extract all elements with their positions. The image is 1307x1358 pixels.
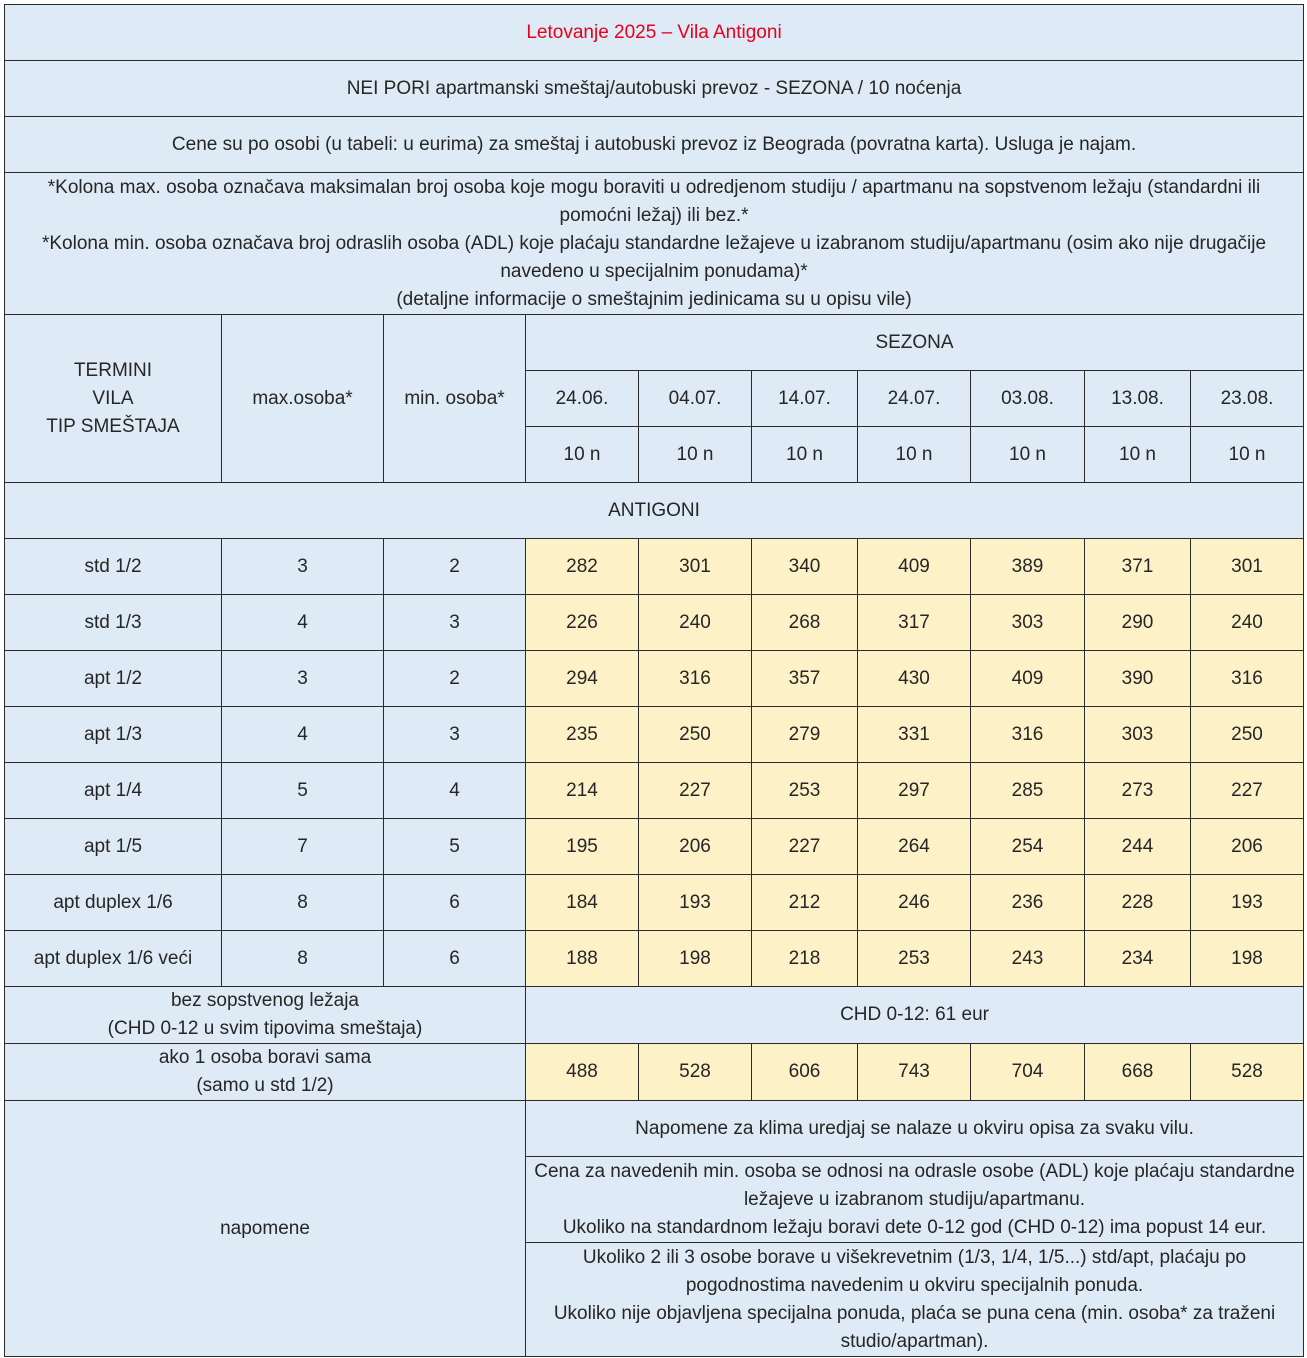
max-persons: 4: [222, 595, 384, 651]
price-cell: 226: [526, 595, 639, 651]
room-type: std 1/3: [5, 595, 222, 651]
note-details: (detaljne informacije o smeštajnim jedinicama su u opisu vile): [396, 288, 912, 310]
notes-cell: [5, 173, 1304, 315]
nights-header: 10 n: [1085, 427, 1191, 483]
price-cell: 206: [639, 819, 752, 875]
price-cell: 206: [1191, 819, 1304, 875]
max-persons: 5: [222, 763, 384, 819]
room-type: apt 1/5: [5, 819, 222, 875]
single-price-cell: 488: [526, 1044, 639, 1101]
nights-header: 10 n: [639, 427, 752, 483]
single-price-cell: 743: [858, 1044, 971, 1101]
price-cell: 250: [1191, 707, 1304, 763]
price-cell: 357: [752, 651, 858, 707]
price-cell: 240: [1191, 595, 1304, 651]
table-row: [5, 707, 1304, 763]
single-price-cell: 704: [971, 1044, 1085, 1101]
price-cell: 246: [858, 875, 971, 931]
max-persons: 7: [222, 819, 384, 875]
nights-header: 10 n: [1191, 427, 1304, 483]
min-persons: 4: [384, 763, 526, 819]
table-row: [5, 539, 1304, 595]
single-price-cell: 528: [639, 1044, 752, 1101]
price-cell: 316: [971, 707, 1085, 763]
price-cell: 240: [639, 595, 752, 651]
title-text: Letovanje 2025 – Vila Antigoni: [526, 21, 782, 43]
price-cell: 188: [526, 931, 639, 987]
remark-1: Napomene za klima uredjaj se nalaze u okviru opisa za svaku vilu.: [526, 1101, 1304, 1157]
price-cell: 193: [639, 875, 752, 931]
min-persons: 6: [384, 931, 526, 987]
price-cell: 316: [1191, 651, 1304, 707]
price-cell: 303: [971, 595, 1085, 651]
price-cell: 279: [752, 707, 858, 763]
price-cell: 390: [1085, 651, 1191, 707]
room-type: apt 1/4: [5, 763, 222, 819]
room-type: apt 1/2: [5, 651, 222, 707]
remark-3: Ukoliko 2 ili 3 osobe borave u višekrevetnim (1/3, 1/4, 1/5...) std/apt, plaćaju po pogodnostima navedenim u okviru specijalnih ponuda. Ukoliko nije objavljena specijalna ponuda, plaća se puna cena (min. osoba* za traženi studio/apartman).: [526, 1243, 1304, 1357]
single-label: ako 1 osoba boravi sama (samo u std 1/2): [5, 1044, 526, 1101]
price-cell: 389: [971, 539, 1085, 595]
note-min: *Kolona min. osoba označava broj odraslih osoba (ADL) koje plaćaju standardne ležajeve u izabranom studiju/apartmanu (osim ako nije drugačije navedeno u specijalnim ponudama)*: [41, 232, 1267, 282]
price-cell: 227: [639, 763, 752, 819]
min-persons: 3: [384, 595, 526, 651]
price-cell: 317: [858, 595, 971, 651]
remarks-label: napomene: [5, 1101, 526, 1357]
villa-name: ANTIGONI: [5, 483, 1304, 539]
remark-2: Cena za navedenih min. osoba se odnosi na odrasle osobe (ADL) koje plaćaju standardne ležajeve u izabranom studiju/apartmanu. Ukoliko na standardnom ležaju boravi dete 0-12 god (CHD 0-12) ima popust 14 eur.: [526, 1157, 1304, 1243]
price-cell: 331: [858, 707, 971, 763]
price-cell: 340: [752, 539, 858, 595]
header-termini: TERMINI: [73, 359, 153, 381]
max-persons: 3: [222, 539, 384, 595]
header-tip: TIP SMEŠTAJA: [46, 415, 180, 437]
min-persons: 3: [384, 707, 526, 763]
price-cell: 234: [1085, 931, 1191, 987]
single-price-cell: 668: [1085, 1044, 1191, 1101]
room-type: apt duplex 1/6: [5, 875, 222, 931]
price-cell: 254: [971, 819, 1085, 875]
header-vila: VILA: [92, 387, 134, 409]
price-cell: 301: [1191, 539, 1304, 595]
price-cell: 227: [1191, 763, 1304, 819]
price-cell: 253: [752, 763, 858, 819]
header-min: min. osoba*: [384, 315, 526, 483]
price-cell: 285: [971, 763, 1085, 819]
note-max: *Kolona max. osoba označava maksimalan broj osoba koje mogu boraviti u odredjenom studiju / apartmanu na sopstvenom ležaju (standardni ili pomoćni ležaj) ili bez.*: [47, 176, 1261, 226]
price-cell: 282: [526, 539, 639, 595]
max-persons: 4: [222, 707, 384, 763]
nights-header: 10 n: [752, 427, 858, 483]
price-cell: 236: [971, 875, 1085, 931]
max-persons: 3: [222, 651, 384, 707]
no-bed-label: bez sopstvenog ležaja (CHD 0-12 u svim tipovima smeštaja): [5, 987, 526, 1044]
date-header: 24.07.: [858, 371, 971, 427]
price-cell: 243: [971, 931, 1085, 987]
price-cell: 264: [858, 819, 971, 875]
nights-header: 10 n: [858, 427, 971, 483]
table-row: [5, 763, 1304, 819]
min-persons: 2: [384, 651, 526, 707]
room-type: std 1/2: [5, 539, 222, 595]
price-cell: 244: [1085, 819, 1191, 875]
no-bed-value: CHD 0-12: 61 eur: [526, 987, 1304, 1044]
nights-header: 10 n: [971, 427, 1085, 483]
price-cell: 227: [752, 819, 858, 875]
table-row: [5, 819, 1304, 875]
price-cell: 294: [526, 651, 639, 707]
price-table: [4, 4, 1304, 1357]
date-header: 24.06.: [526, 371, 639, 427]
price-cell: 273: [1085, 763, 1191, 819]
price-cell: 316: [639, 651, 752, 707]
price-cell: 303: [1085, 707, 1191, 763]
table-row: [5, 651, 1304, 707]
price-cell: 297: [858, 763, 971, 819]
price-cell: 290: [1085, 595, 1191, 651]
price-cell: 409: [971, 651, 1085, 707]
single-price-cell: 528: [1191, 1044, 1304, 1101]
price-cell: 235: [526, 707, 639, 763]
table-row: [5, 875, 1304, 931]
header-season: SEZONA: [526, 315, 1304, 371]
price-cell: 214: [526, 763, 639, 819]
date-header: 23.08.: [1191, 371, 1304, 427]
table-row: [5, 595, 1304, 651]
min-persons: 5: [384, 819, 526, 875]
page-title: [5, 5, 1304, 61]
header-type: [5, 315, 222, 483]
nights-header: 10 n: [526, 427, 639, 483]
price-cell: 218: [752, 931, 858, 987]
price-cell: 371: [1085, 539, 1191, 595]
date-header: 03.08.: [971, 371, 1085, 427]
price-cell: 212: [752, 875, 858, 931]
price-cell: 193: [1191, 875, 1304, 931]
date-header: 13.08.: [1085, 371, 1191, 427]
price-cell: 184: [526, 875, 639, 931]
subtitle: NEI PORI apartmanski smeštaj/autobuski prevoz - SEZONA / 10 noćenja: [5, 61, 1304, 117]
price-cell: 250: [639, 707, 752, 763]
price-cell: 301: [639, 539, 752, 595]
min-persons: 2: [384, 539, 526, 595]
price-cell: 268: [752, 595, 858, 651]
room-type: apt 1/3: [5, 707, 222, 763]
min-persons: 6: [384, 875, 526, 931]
price-cell: 253: [858, 931, 971, 987]
price-cell: 409: [858, 539, 971, 595]
price-cell: 198: [1191, 931, 1304, 987]
date-header: 14.07.: [752, 371, 858, 427]
price-cell: 228: [1085, 875, 1191, 931]
single-price-cell: 606: [752, 1044, 858, 1101]
table-row: [5, 931, 1304, 987]
room-type: apt duplex 1/6 veći: [5, 931, 222, 987]
max-persons: 8: [222, 931, 384, 987]
date-header: 04.07.: [639, 371, 752, 427]
price-cell: 195: [526, 819, 639, 875]
price-cell: 198: [639, 931, 752, 987]
max-persons: 8: [222, 875, 384, 931]
header-max: max.osoba*: [222, 315, 384, 483]
price-cell: 430: [858, 651, 971, 707]
price-info: Cene su po osobi (u tabeli: u eurima) za smeštaj i autobuski prevoz iz Beograda (povratna karta). Usluga je najam.: [5, 117, 1304, 173]
